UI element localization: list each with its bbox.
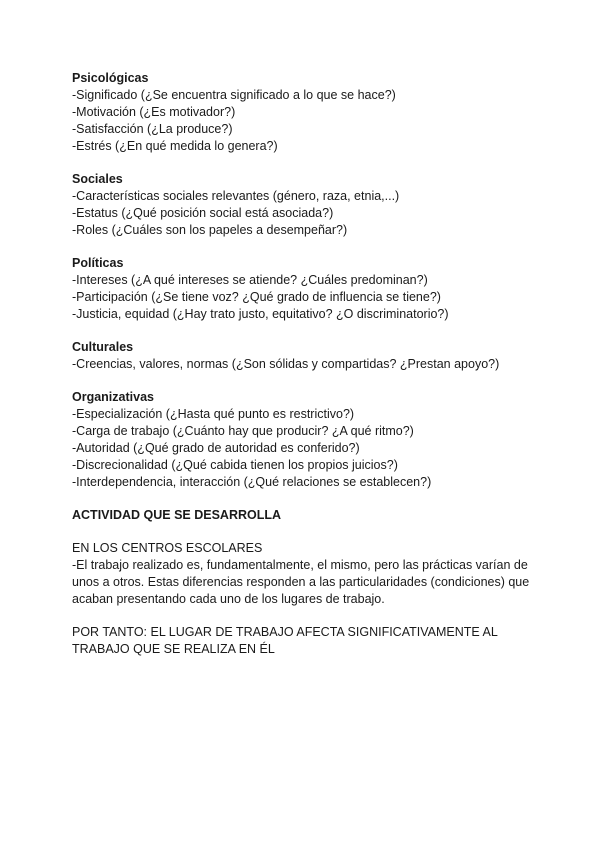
list-item: -Justicia, equidad (¿Hay trato justo, equitativo? ¿O discriminatorio?) [72, 307, 449, 321]
list-item: -Interdependencia, interacción (¿Qué relaciones se establecen?) [72, 475, 432, 489]
list-item: -Discrecionalidad (¿Qué cabida tienen los propios juicios?) [72, 458, 398, 472]
section-title: Sociales [72, 172, 123, 186]
list-item: -Roles (¿Cuáles son los papeles a desempeñar?) [72, 223, 348, 237]
document-page [72, 70, 532, 674]
section-organizativas [72, 389, 532, 491]
activity-heading: ACTIVIDAD QUE SE DESARROLLA [72, 508, 282, 522]
list-item: -Motivación (¿Es motivador?) [72, 105, 236, 119]
conclusion-line: POR TANTO: EL LUGAR DE TRABAJO AFECTA SIGNIFICATIVAMENTE AL [72, 625, 498, 639]
section-title: Psicológicas [72, 71, 149, 85]
conclusion-line: TRABAJO QUE SE REALIZA EN ÉL [72, 642, 275, 656]
paragraph-line: acaban presentando cada uno de los lugares de trabajo. [72, 592, 385, 606]
paragraph-line: unos a otros. Estas diferencias responden a las particularidades (condiciones) que [72, 575, 530, 589]
activity-subheading: EN LOS CENTROS ESCOLARES [72, 541, 263, 555]
list-item: -Significado (¿Se encuentra significado a lo que se hace?) [72, 88, 396, 102]
list-item: -Características sociales relevantes (género, raza, etnia,...) [72, 189, 400, 203]
list-item: -Satisfacción (¿La produce?) [72, 122, 233, 136]
list-item: -Estatus (¿Qué posición social está asociada?) [72, 206, 334, 220]
section-psicologicas [72, 70, 532, 155]
paragraph-line: -El trabajo realizado es, fundamentalmente, el mismo, pero las prácticas varían de [72, 558, 528, 572]
list-item: -Participación (¿Se tiene voz? ¿Qué grado de influencia se tiene?) [72, 290, 441, 304]
activity-section [72, 540, 532, 608]
list-item: -Especialización (¿Hasta qué punto es restrictivo?) [72, 407, 355, 421]
list-item: -Estrés (¿En qué medida lo genera?) [72, 139, 278, 153]
conclusion-section [72, 624, 532, 658]
section-sociales [72, 171, 532, 239]
section-title: Organizativas [72, 390, 154, 404]
list-item: -Carga de trabajo (¿Cuánto hay que producir? ¿A qué ritmo?) [72, 424, 414, 438]
section-politicas [72, 255, 532, 323]
list-item: -Creencias, valores, normas (¿Son sólidas y compartidas? ¿Prestan apoyo?) [72, 357, 500, 371]
section-title: Políticas [72, 256, 124, 270]
list-item: -Intereses (¿A qué intereses se atiende? ¿Cuáles predominan?) [72, 273, 428, 287]
section-culturales [72, 339, 532, 373]
list-item: -Autoridad (¿Qué grado de autoridad es conferido?) [72, 441, 360, 455]
section-title: Culturales [72, 340, 134, 354]
